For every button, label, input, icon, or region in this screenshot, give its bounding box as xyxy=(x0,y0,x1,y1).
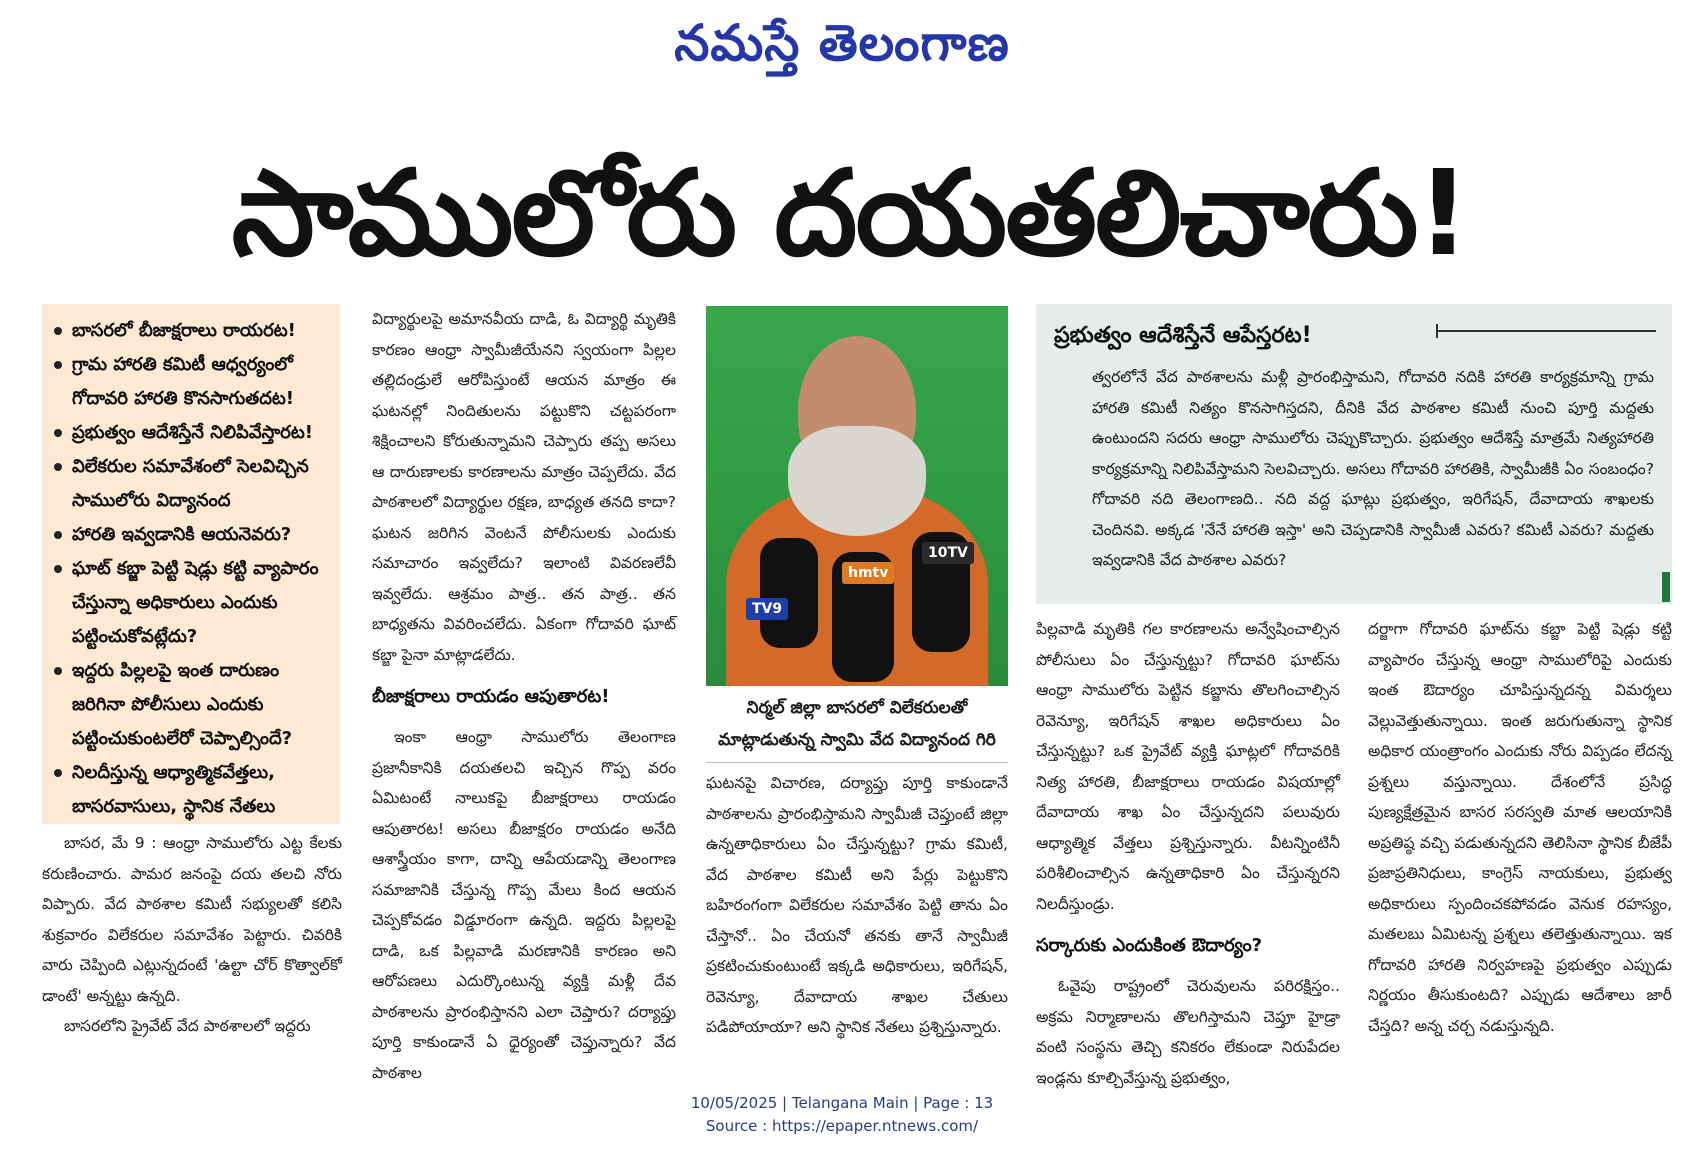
highlight-text: గ్రామ హారతి కమిటీ ఆధ్వర్యంలో గోదావరి హారతి కొనసాగుతదట! xyxy=(72,354,295,409)
highlight-item xyxy=(52,348,332,416)
bullet-icon xyxy=(54,531,62,539)
highlight-item xyxy=(52,654,332,756)
box-heading: ప్రభుత్వం ఆదేశిస్తేనే ఆపేస్తరట! xyxy=(1054,323,1312,348)
article-paragraph: ఘటనపై విచారణ, దర్యాప్తు పూర్తి కాకుండానే పాఠశాలను ప్రారంభిస్తామని స్వామీజీ చెప్తుంటే జిల్లా ఉన్నతాధికారులు ఏం చేస్తున్నట్టు? గ్రామ కమిటీ, వేద పాఠశాల కమిటీ అని పేర్లు పెట్టుకొని బహిరంగంగా విలేకరుల సమావేశం పెట్టి తాను ఏం చేస్తానో.. ఏం చేయనో తనకు తానే స్వామీజీ ప్రకటించుకుంటుంటే ఇక్కడి అధికారులు, ఇరిగేషన్, రెవెన్యూ, దేవాదాయ శాఖల చేతులు పడిపోయాయా? అని స్థానిక నేతలు ప్రశ్నిస్తున్నారు. xyxy=(706,774,1008,1036)
highlight-text: హారతి ఇవ్వడానికి ఆయనెవరు? xyxy=(72,524,292,545)
divider xyxy=(1436,330,1656,332)
subheading: సర్కారుకు ఎందుకింత ఔదార్యం? xyxy=(1036,935,1263,956)
divider xyxy=(706,762,1008,763)
microphone-icon xyxy=(760,538,818,648)
sidebar-box xyxy=(1036,304,1672,604)
bullet-icon xyxy=(54,463,62,471)
bullet-icon xyxy=(54,361,62,369)
green-marker xyxy=(1662,572,1670,602)
photo-beard xyxy=(788,426,926,536)
highlight-text: ప్రభుత్వం ఆదేశిస్తేనే నిలిపివేస్తారట! xyxy=(72,422,313,443)
article-column-4 xyxy=(1036,614,1340,1093)
highlights-list xyxy=(52,314,332,824)
highlight-text: బాసరలో బీజాక్షరాలు రాయరట! xyxy=(72,320,296,341)
highlight-item xyxy=(52,314,332,348)
article-paragraph: బాసర, మే 9 : ఆంధ్రా సాములోరు ఎట్ట కేలకు కరుణించారు. పామర జనంపై దయ తలచి నోరు విప్పారు. వేద పాఠశాల కమిటీ సభ్యులతో కలిసి శుక్రవారం విలేకరుల సమావేశం పెట్టారు. చివరికి వారు చెప్పింది ఎట్లున్నదంటే 'ఉల్టా చోర్ కొత్వాల్‌కో డాంటే' అన్నట్టు ఉన్నది. xyxy=(42,834,342,1005)
article-paragraph: దర్జాగా గోదావరి ఘాట్‌ను కబ్జా పెట్టి షెడ్లు కట్టి వ్యాపారం చేస్తున్న ఆంధ్రా సాములోరిపై ఎందుకు ఇంత ఔదార్యం చూపిస్తున్నదన్న విమర్శలు వెల్లువెత్తుతున్నాయి. ఇంత జరుగుతున్నా స్థానిక అధికార యంత్రాంగం ఎందుకు నోరు విప్పడం లేదన్న ప్రశ్నలు వస్తున్నాయి. దేశంలోనే ప్రసిద్ధ పుణ్యక్షేత్రమైన బాసర సరస్వతి మాత ఆలయానికి అప్రతిష్ఠ వచ్చి పడుతున్నదని తెలిసినా స్థానిక బీజేపీ ప్రజాప్రతినిధులు, కాంగ్రెస్ నాయకులు, ప్రభుత్వ అధికారులు స్పందించకపోవడం వెనుక రహస్యం, మతలబు ఏమిటన్న ప్రశ్నలు తలెత్తుతున్నాయి. ఇక గోదావరి హారతి నిర్వహణపై ప్రభుత్వం ఎప్పుడు నిర్ణయం తీసుకుంటది? ఎప్పుడు ఆదేశాలు జారీ చేస్తది? అన్న చర్చ నడుస్తున్నది. xyxy=(1368,620,1672,1035)
subheading: బీజాక్షరాలు రాయడం ఆపుతారట! xyxy=(372,686,610,707)
10tv-label: 10TV xyxy=(922,542,974,564)
article-column-5 xyxy=(1368,614,1672,1041)
article-paragraph: పిల్లవాడి మృతికి గల కారణాలను అన్వేషించాల్సిన పోలీసులు ఏం చేస్తున్నట్టు? గోదావరి ఘాట్‌ను ఆంధ్రా సాములోరు పెట్టిన కబ్జాను తొలగించాల్సిన రెవెన్యూ, ఇరిగేషన్ శాఖల అధికారులు ఏం చేస్తున్నట్టు? ఒక ప్రైవేట్ వ్యక్తి ఘాట్లలో గోదావరికి నిత్య హారతి, బీజాక్షరాలు రాయడం విషయాల్లో దేవాదాయ శాఖ ఏం చేస్తున్నదని పలువురు ఆధ్యాత్మిక వేత్తలు ప్రశ్నిస్తున్నారు. వీటన్నింటినీ పరిశీలించాల్సిన ఉన్నతాధికారి ఏం చేస్తున్నరని నిలదీస్తుండ్రు. xyxy=(1036,620,1340,913)
highlight-item xyxy=(52,756,332,824)
page-footer xyxy=(0,1092,1684,1138)
article-column-1 xyxy=(42,828,342,1042)
highlight-item xyxy=(52,450,332,518)
bullet-icon xyxy=(54,769,62,777)
news-photo xyxy=(706,306,1008,686)
bullet-icon xyxy=(54,327,62,335)
highlight-text: నిలదీస్తున్న ఆధ్యాత్మికవేత్తలు, బాసరవాసులు, స్థానిక నేతలు xyxy=(72,762,276,817)
highlight-text: ఇద్దరు పిల్లలపై ఇంత దారుణం జరిగినా పోలీసులు ఎందుకు పట్టించుకుంటలేరో చెప్పాల్సిందే? xyxy=(72,660,293,749)
highlight-text: ఘాట్ కబ్జా పెట్టి షెడ్లు కట్టి వ్యాపారం చేస్తున్నా అధికారులు ఎందుకు పట్టించుకోవట్లేదు? xyxy=(72,558,319,647)
photo-caption: నిర్మల్ జిల్లా బాసరలో విలేకరులతో మాట్లాడుతున్న స్వామి వేద విద్యానంద గిరి xyxy=(718,698,996,750)
tv9-label: TV9 xyxy=(746,598,788,620)
footer-source-link[interactable]: Source : https://epaper.ntnews.com/ xyxy=(705,1117,979,1135)
article-paragraph: ఓవైపు రాష్ట్రంలో చెరువులను పరిరక్షిస్తం.. అక్రమ నిర్మాణాలను తొలగిస్తామని చెప్తూ హైడ్రా వంటి సంస్థను తెచ్చి కనికరం లేకుండా నిరుపేదల ఇండ్లను కూల్చివేస్తున్న ప్రభుత్వం, xyxy=(1036,977,1340,1087)
footer-date-line: 10/05/2025 | Telangana Main | Page : 13 xyxy=(690,1094,994,1112)
box-text: త్వరలోనే వేద పాఠశాలను మళ్లీ ప్రారంభిస్తామని, గోదావరి నదికి హారతి కార్యక్రమాన్ని గ్రామ హారతి కమిటీ నిత్యం కొనసాగిస్తదని, దీనికి వేద పాఠశాల కమిటీ నుంచి పూర్తి మద్దతు ఉంటుందని సదరు ఆంధ్రా సాములోరు చెప్పుకొచ్చారు. ప్రభుత్వం ఆదేశిస్తే మాత్రమే నిత్యహారతి కార్యక్రమాన్ని నిలిపివేస్తామని సెలవిచ్చారు. అసలు గోదావరి హారతికి, స్వామీజీకి ఏం సంబంధం? గోదావరి నది తెలంగాణది.. నది వద్ద ఘాట్లు ప్రభుత్వం, ఇరిగేషన్, దేవాదాయ శాఖలకు చెందినవి. అక్కడ 'నేనే హారతి ఇస్తా' అని చెప్పడానికి స్వామీజీ ఎవరు? కమిటీ ఎవరు? మద్దతు ఇవ్వడానికి వేద పాఠశాల ఎవరు? xyxy=(1092,368,1654,569)
bullet-icon xyxy=(54,429,62,437)
hmtv-label: hmtv xyxy=(842,562,894,584)
highlight-text: విలేకరుల సమావేశంలో సెలవిచ్చిన సాములోరు విద్యానంద xyxy=(72,456,309,511)
highlight-item xyxy=(52,416,332,450)
masthead-logo: నమస్తే తెలంగాణ xyxy=(674,14,1010,72)
article-paragraph: ఇంకా ఆంధ్రా సాములోరు తెలంగాణ ప్రజానీకానికి దయతలచి ఇచ్చిన గొప్ప వరం ఏమిటంటే నాలుకపై బీజాక్షరాలు రాయడం ఆపుతారట! అసలు బీజాక్షరం రాయడం అనేది ఆశాస్త్రీయం కాగా, దాన్ని ఆపేయడాన్ని తెలంగాణ సమాజానికి చేస్తున్న గొప్ప మేలు కింద ఆయన చెప్పకోవడం విడ్డూరంగా ఉన్నది. ఇద్దరు పిల్లలపై దాడి, ఒక పిల్లవాడి మరణానికి కారణం అని ఆరోపణలు ఎదుర్కొంటున్న వ్యక్తి మళ్లీ దేవ పాఠశాలను ప్రారంభిస్తానని ఎలా చెప్తారు? దర్యాప్తు పూర్తి కాకుండానే ఏ ధైర్యంతో చెప్తున్నారు? వేద పాఠశాల xyxy=(372,728,676,1082)
highlight-item xyxy=(52,518,332,552)
highlight-item xyxy=(52,552,332,654)
highlights-box xyxy=(42,304,340,824)
bullet-icon xyxy=(54,667,62,675)
article-paragraph: విద్యార్థులపై అమానవీయ దాడి, ఓ విద్యార్థి మృతికి కారణం ఆంధ్రా స్వామీజీయేనని స్వయంగా పిల్లల తల్లిదండ్రులే ఆరోపిస్తుంటే ఆయన మాత్రం ఈ ఘటనల్లో నిందితులను పట్టుకొని చట్టపరంగా శిక్షించాలని కోరుతున్నామని చెప్పారు తప్ప అసలు ఆ దారుణాలకు కారణాలను మాత్రం చెప్పలేదు. వేద పాఠశాలలో విద్యార్థుల రక్షణ, బాధ్యత తనది కాదా? ఘటన జరిగిన వెంటనే పోలీసులకు ఎందుకు సమాచారం ఇవ్వలేదు? ఇలాంటి వివరణలేవీ ఇవ్వలేదు. ఆశ్రమం పాత్ర.. తన పాత్ర.. తన బాధ్యతను వివరించలేదు. ఏకంగా గోదావరి ఘాట్ కబ్జా పైనా మాట్లాడలేదు. xyxy=(372,310,676,664)
article-column-3 xyxy=(706,768,1008,1043)
article-paragraph: బాసరలోని ప్రైవేట్ వేద పాఠశాలలో ఇద్దరు xyxy=(64,1017,311,1035)
article-column-2 xyxy=(372,304,676,1088)
headline: సాములోరు దయతలిచారు! xyxy=(231,144,1469,282)
bullet-icon xyxy=(54,565,62,573)
